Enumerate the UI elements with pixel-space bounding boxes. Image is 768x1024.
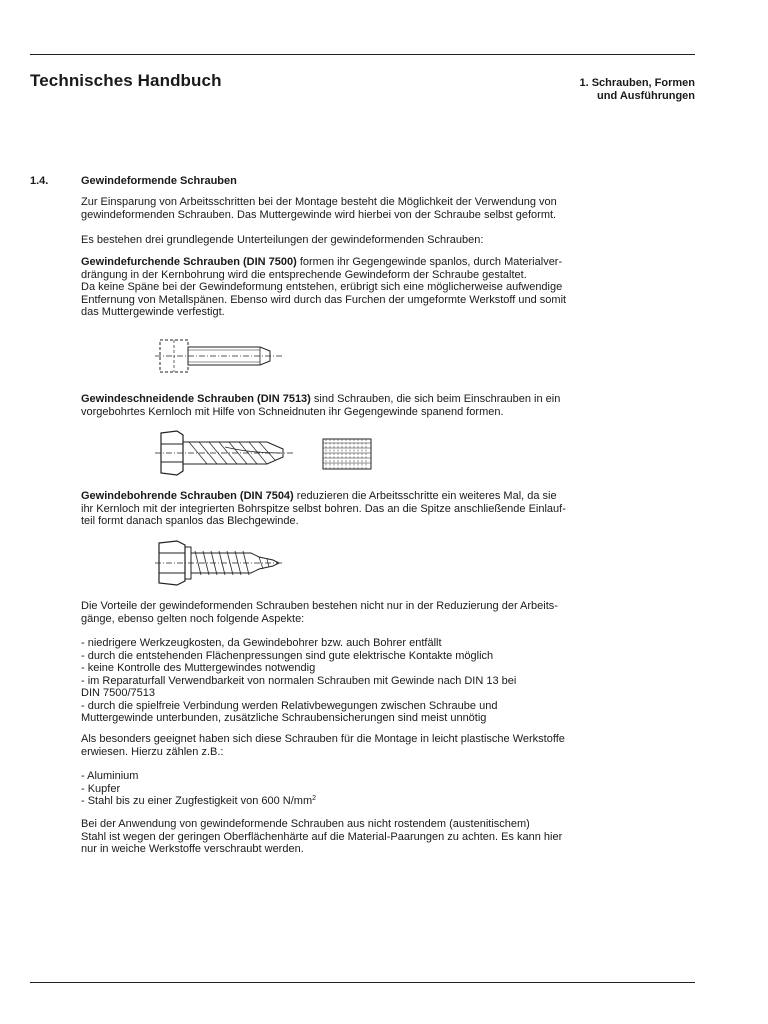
text-line: erwiesen. Hierzu zählen z.B.: (81, 745, 224, 758)
chapter-line-2: und Ausführungen (597, 89, 695, 102)
self-drilling-screw-icon (155, 538, 285, 588)
advantages-list (81, 637, 651, 725)
text-span: - Stahl bis zu einer Zugfestigkeit von 600 N/mm (81, 795, 313, 807)
text-line (81, 256, 651, 269)
list-item: Muttergewinde unterbunden, zusätzliche Schraubensicherungen sind meist unnötig (81, 712, 487, 724)
text-line: Zur Einsparung von Arbeitsschritten bei der Montage besteht die Möglichkeit der Verwendung von (81, 196, 557, 208)
text-span: reduzieren die Arbeitsschritte ein weiteres Mal, da sie (293, 490, 557, 502)
section-number: 1.4. (30, 175, 49, 187)
text-line: das Muttergewinde verfestigt. (81, 306, 225, 318)
chapter-line-1: 1. Schrauben, Formen (579, 77, 695, 89)
advantages-intro (81, 600, 651, 625)
materials-list (81, 770, 651, 808)
list-item: - niedrigere Werkzeugkosten, da Gewindebohrer bzw. auch Bohrer entfällt (81, 637, 442, 649)
thread-cutting-paragraph (81, 393, 651, 418)
header-rule (30, 54, 695, 55)
term-thread-forming: Gewindefurchende Schrauben (DIN 7500) (81, 256, 297, 268)
text-line: teil formt danach spanlos das Blechgewinde. (81, 515, 299, 527)
thread-cutting-nut-icon (320, 434, 375, 474)
chapter-heading (579, 77, 695, 102)
list-item: - durch die spielfreie Verbindung werden Relativbewegungen zwischen Schraube und (81, 699, 498, 712)
text-line: nur in weiche Werkstoffe verschraubt werden. (81, 843, 304, 855)
page-title: Technisches Handbuch (30, 71, 222, 90)
text-line: Da keine Späne bei der Gewindeformung entstehen, erübrigt sich eine möglicherweise aufwendige (81, 281, 563, 293)
list-item (81, 795, 651, 808)
text-line: Bei der Anwendung von gewindeformende Schrauben aus nicht rostendem (austenitischem) (81, 818, 530, 830)
list-item: - im Reparaturfall Verwendbarkeit von normalen Schrauben mit Gewinde nach DIN 13 bei (81, 674, 517, 687)
text-line: vorgebohrtes Kernloch mit Hilfe von Schneidnuten ihr Gegengewinde spanend formen. (81, 405, 504, 418)
text-line (81, 393, 651, 406)
text-span: sind Schrauben, die sich beim Einschrauben in ein (310, 393, 561, 405)
list-item: - Aluminium (81, 770, 139, 782)
footer-rule (30, 982, 695, 983)
stainless-note (81, 818, 651, 856)
list-item: - durch die entstehenden Flächenpressungen sind gute elektrische Kontakte möglich (81, 649, 494, 662)
self-drilling-paragraph (81, 490, 651, 528)
text-line: drängung in der Kernbohrung wird die entsprechende Gewindeform der Schraube gestaltet. (81, 268, 527, 281)
intro-paragraph (81, 196, 651, 221)
thread-cutting-screw-icon (155, 427, 295, 479)
text-line: gänge, ebenso gelten noch folgende Aspekte: (81, 612, 305, 625)
text-line (81, 490, 651, 503)
list-item: - keine Kontrolle des Muttergewindes notwendig (81, 662, 316, 674)
term-self-drilling: Gewindebohrende Schrauben (DIN 7504) (81, 490, 294, 502)
unit-superscript: 2 (312, 795, 317, 802)
section-title: Gewindeformende Schrauben (81, 175, 237, 187)
text-line: gewindeformenden Schrauben. Das Muttergewinde wird hierbei von der Schraube selbst geformt. (81, 208, 557, 221)
text-line: ihr Kernloch mit der integrierten Bohrspitze selbst bohren. Das an die Spitze anschließende Einlauf- (81, 502, 566, 515)
text-line: Es bestehen drei grundlegende Unterteilungen der gewindeformenden Schrauben: (81, 234, 484, 246)
thread-forming-paragraph (81, 256, 651, 319)
intro-paragraph-2 (81, 234, 651, 247)
term-thread-cutting: Gewindeschneidende Schrauben (DIN 7513) (81, 393, 311, 405)
text-span: formen ihr Gegengewinde spanlos, durch Materialver- (296, 256, 563, 268)
thread-forming-screw-icon (150, 335, 285, 377)
list-item: - Kupfer (81, 782, 121, 795)
materials-intro (81, 733, 651, 758)
text-line: Stahl ist wegen der geringen Oberflächenhärte auf die Material-Paarungen zu achten. Es kann hier (81, 830, 563, 843)
text-line: Entfernung von Metallspänen. Ebenso wird durch das Furchen der umgeformte Werkstoff und somit (81, 293, 567, 306)
list-item: DIN 7500/7513 (81, 687, 155, 699)
text-line: Als besonders geeignet haben sich diese Schrauben für die Montage in leicht plastische Werkstoffe (81, 733, 565, 745)
text-line: Die Vorteile der gewindeformenden Schrauben bestehen nicht nur in der Reduzierung der Arbeits- (81, 600, 558, 612)
